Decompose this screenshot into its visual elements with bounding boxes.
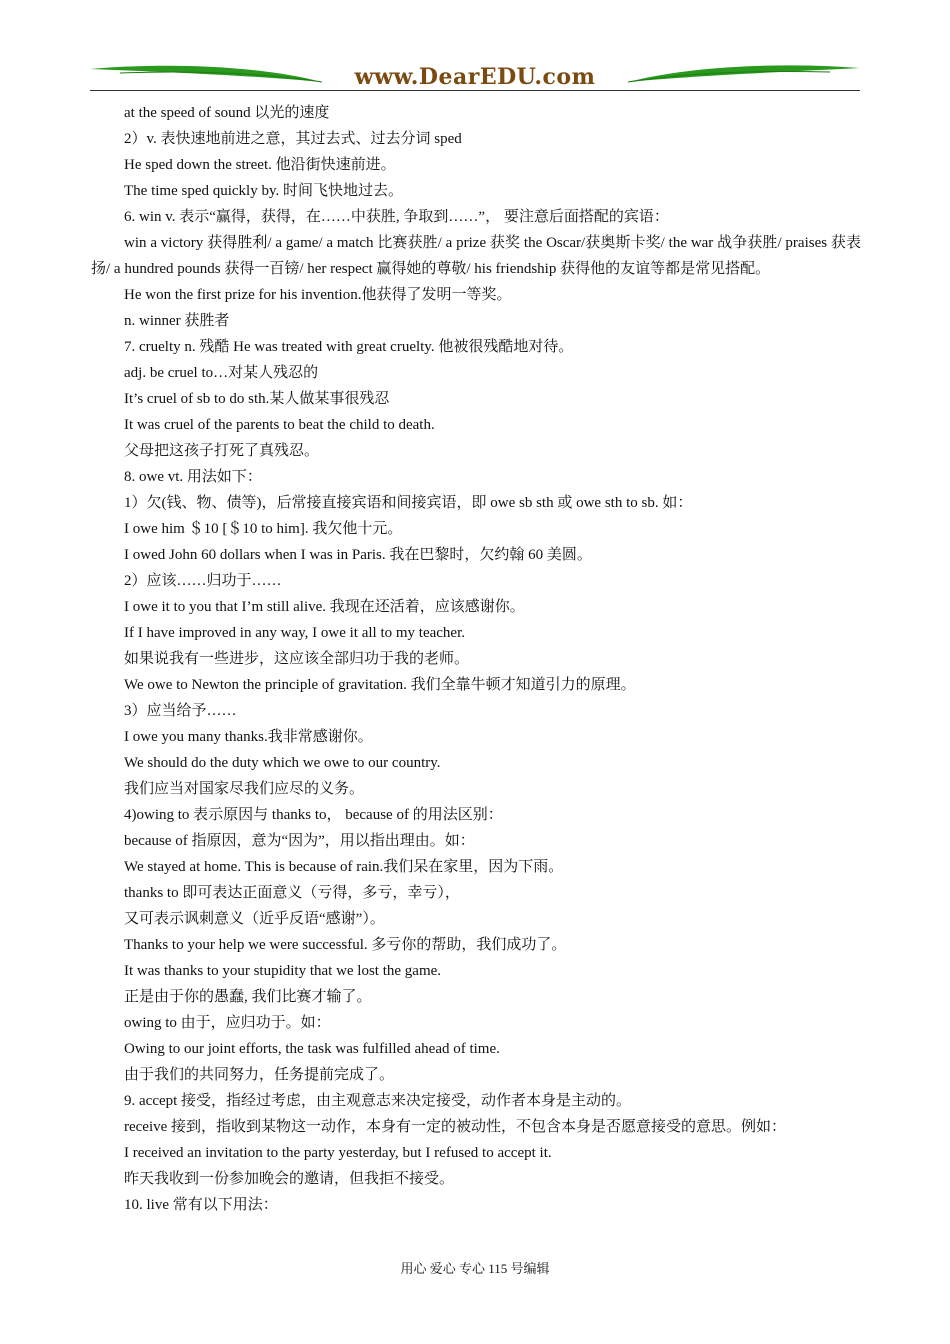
document-body	[91, 100, 861, 1218]
text-line: We should do the duty which we owe to our country.	[124, 755, 441, 771]
text-line: He won the first prize for his invention.他获得了发明一等奖。	[124, 287, 512, 303]
text-line: I received an invitation to the party yesterday, but I refused to accept it.	[124, 1145, 552, 1161]
page-header	[90, 60, 860, 94]
text-line: 正是由于你的愚蠢, 我们比赛才输了。	[124, 989, 372, 1005]
text-line: receive 接到，指收到某物这一动作，本身有一定的被动性，不包含本身是否愿意接受的意思。例如：	[124, 1119, 787, 1135]
text-line: because of 指原因，意为“因为”，用以指出理由。如：	[124, 833, 475, 849]
text-line: 我们应当对国家尽我们应尽的义务。	[124, 781, 365, 797]
text-line: Thanks to your help we were successful. 多亏你的帮助，我们成功了。	[124, 937, 567, 953]
text-line: 昨天我收到一份参加晚会的邀请，但我拒不接受。	[124, 1171, 455, 1187]
text-line: n. winner 获胜者	[124, 313, 230, 329]
text-line: 6. win v. 表示“赢得，获得，在……中获胜, 争取到……”， 要注意后面搭配的宾语：	[124, 209, 669, 225]
text-line: I owe him ＄10 [＄10 to him]. 我欠他十元。	[124, 521, 403, 537]
text-line: We stayed at home. This is because of rain.我们呆在家里，因为下雨。	[124, 859, 564, 875]
text-line: It was thanks to your stupidity that we lost the game.	[124, 963, 442, 979]
text-line: We owe to Newton the principle of gravitation. 我们全靠牛顿才知道引力的原理。	[124, 677, 636, 693]
text-line: thanks to 即可表达正面意义（亏得，多亏，幸亏），	[124, 885, 460, 901]
text-line: 2）应该……归功于……	[124, 573, 282, 589]
text-line: 3）应当给予……	[124, 703, 237, 719]
text-line: 1）欠(钱、物、债等)，后常接直接宾语和间接宾语，即 owe sb sth 或 owe sth to sb. 如：	[124, 495, 693, 511]
text-line: It was cruel of the parents to beat the child to death.	[124, 417, 435, 433]
text-line: 2）v. 表快速地前进之意，其过去式、过去分词 sped	[124, 131, 462, 147]
header-divider	[90, 90, 860, 91]
text-line: I owed John 60 dollars when I was in Paris. 我在巴黎时，欠约翰 60 美圆。	[124, 547, 592, 563]
text-line: 7. cruelty n. 残酷 He was treated with great cruelty. 他被很残酷地对待。	[124, 339, 574, 355]
text-line: If I have improved in any way, I owe it all to my teacher.	[124, 625, 465, 641]
text-line: 10. live 常有以下用法：	[124, 1197, 278, 1213]
text-line: 4)owing to 表示原因与 thanks to， because of 的用法区别：	[124, 807, 503, 823]
text-line: 9. accept 接受，指经过考虑，由主观意志来决定接受，动作者本身是主动的。	[124, 1093, 632, 1109]
text-paragraph: win a victory 获得胜利/ a game/ a match 比赛获胜/ a prize 获奖 the Oscar/获奥斯卡奖/ the war 战争获胜/ praises 获表扬/ a hundred pounds 获得一百镑/ her respect 赢得她的尊敬/ his friendship 获得他的友谊等都是常见搭配。	[91, 235, 861, 277]
text-line: The time sped quickly by. 时间飞快地过去。	[124, 183, 403, 199]
text-line: 如果说我有一些进步，这应该全部归功于我的老师。	[124, 651, 470, 667]
text-line: adj. be cruel to…对某人残忍的	[124, 365, 319, 381]
text-line: 8. owe vt. 用法如下：	[124, 469, 262, 485]
text-line: owing to 由于，应归功于。如：	[124, 1015, 331, 1031]
text-line: Owing to our joint efforts, the task was fulfilled ahead of time.	[124, 1041, 500, 1057]
text-line: I owe it to you that I’m still alive. 我现在还活着，应该感谢你。	[124, 599, 525, 615]
page-footer: 用心 爱心 专心 115 号编辑	[400, 1261, 550, 1276]
text-line: at the speed of sound 以光的速度	[124, 105, 330, 121]
text-line: 由于我们的共同努力，任务提前完成了。	[124, 1067, 395, 1083]
text-line: He sped down the street. 他沿街快速前进。	[124, 157, 396, 173]
text-line: 父母把这孩子打死了真残忍。	[124, 443, 320, 459]
text-line: It’s cruel of sb to do sth.某人做某事很残忍	[124, 391, 390, 407]
site-logo[interactable]: www.DearEDU.com	[354, 64, 596, 90]
text-line: 又可表示讽刺意义（近乎反语“感谢”）。	[124, 911, 385, 927]
text-line: I owe you many thanks.我非常感谢你。	[124, 729, 373, 745]
